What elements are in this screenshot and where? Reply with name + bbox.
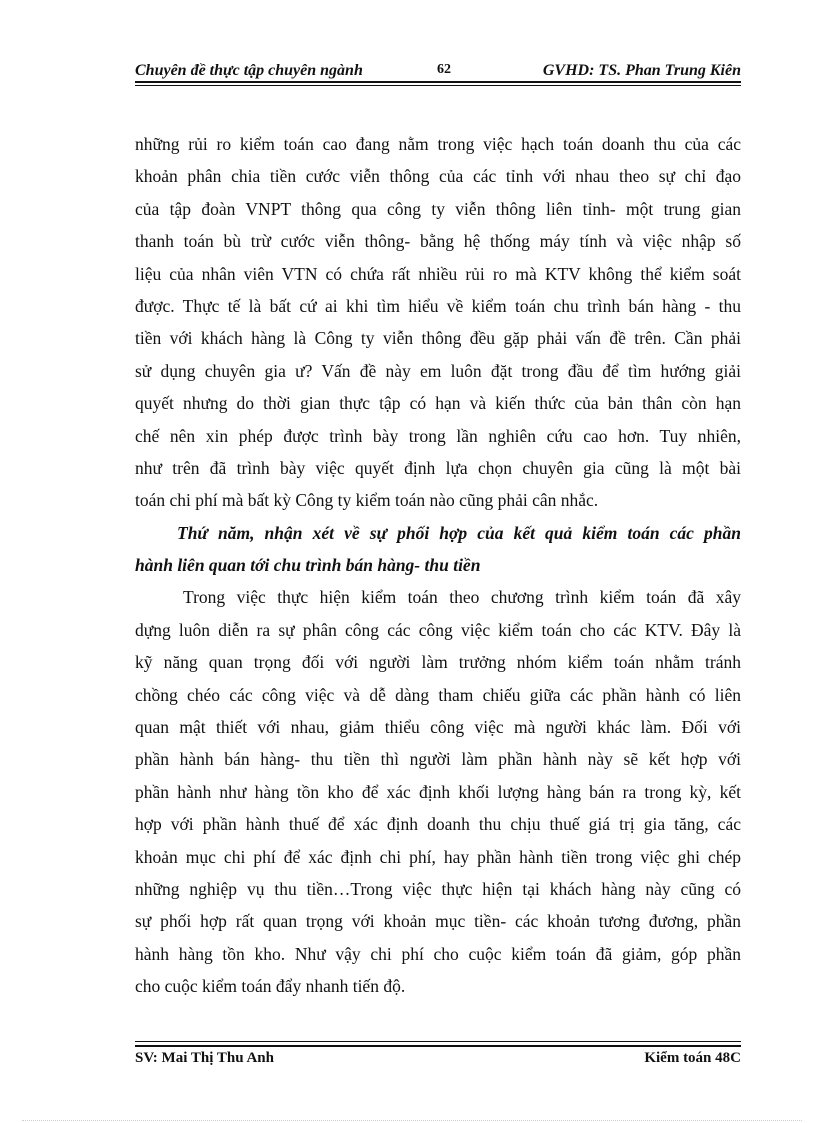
footer-class: Kiểm toán 48C [644, 1050, 741, 1066]
page-edge-divider [22, 1120, 802, 1121]
text-line: chồng chéo các công việc và dễ dàng tham chiếu giữa các phần hành có liên [135, 684, 741, 705]
text-line: sử dụng chuyên gia ư? Vấn đề này em luôn đặt trong đầu để tìm hướng giải [135, 360, 741, 381]
text-line: sự phối hợp rất quan trọng với khoản mục tiền- các khoản tương đương, phần [135, 911, 741, 932]
text-line: phần hành như hàng tồn kho để xác định khối lượng hàng bán ra trong kỳ, kết [135, 781, 741, 802]
header-rule-thick [135, 81, 741, 83]
text-line: hợp với phần hành thuế để xác định doanh thu chịu thuế giá trị gia tăng, các [135, 814, 741, 835]
page-body [135, 128, 741, 1003]
text-line: thanh toán bù trừ cước viễn thông- bằng hệ thống máy tính và việc nhập số [135, 231, 741, 252]
text-line: quyết nhưng do thời gian thực tập có hạn và kiến thức của bản thân còn hạn [135, 393, 741, 414]
text-line: dựng luôn diễn ra sự phân công các công việc kiểm toán cho các KTV. Đây là [135, 619, 741, 640]
text-line: cho cuộc kiểm toán đẩy nhanh tiến độ. [135, 976, 406, 997]
text-line: của tập đoàn VNPT thông qua công ty viễn thông liên tỉnh- một trung gian [135, 198, 741, 219]
text-line: như trên đã trình bày việc quyết định lựa chọn chuyên gia cũng là một bài [135, 457, 741, 478]
text-line: tiền với khách hàng là Công ty viễn thông đều gặp phải vấn đề trên. Cần phải [135, 328, 741, 349]
text-line: khoản mục chi phí để xác định chi phí, hay phần hành tiền trong việc ghi chép [135, 846, 741, 867]
header-rule-thin [135, 85, 741, 86]
page-header [135, 58, 741, 82]
text-line: quan mật thiết với nhau, giảm thiểu công việc mà người khác làm. Đối với [135, 717, 741, 738]
header-page-number: 62 [437, 62, 451, 77]
text-line: được. Thực tế là bất cứ ai khi tìm hiểu về kiểm toán chu trình bán hàng - thu [135, 295, 741, 316]
heading-line: Thứ năm, nhận xét về sự phối hợp của kết quả kiểm toán các phần [177, 522, 741, 543]
header-supervisor: GVHD: TS. Phan Trung Kiên [542, 62, 741, 79]
footer-rule-thin [135, 1041, 741, 1042]
text-line: những nghiệp vụ thu tiền…Trong việc thực hiện tại khách hàng này cũng có [135, 878, 741, 899]
text-line: phần hành bán hàng- thu tiền thì người làm phần hành này sẽ kết hợp với [135, 749, 741, 770]
footer-rule-thick [135, 1045, 741, 1047]
text-line: toán chi phí mà bất kỳ Công ty kiểm toán nào cũng phải cân nhắc. [135, 490, 599, 511]
text-line: kỹ năng quan trọng đối với người làm trưởng nhóm kiểm toán nhằm tránh [135, 652, 741, 673]
text-line: hành hàng tồn kho. Như vậy chi phí cho cuộc kiểm toán đã giảm, góp phần [135, 943, 741, 964]
text-line: chế nên xin phép được trình bày trong lần nghiên cứu cao hơn. Tuy nhiên, [135, 425, 741, 446]
text-line: những rủi ro kiểm toán cao đang nằm trong việc hạch toán doanh thu của các [135, 134, 741, 154]
paragraph-2 [135, 581, 741, 1002]
paragraph-1 [135, 128, 741, 517]
text-line: liệu của nhân viên VTN có chứa rất nhiều rủi ro mà KTV không thể kiểm soát [135, 263, 741, 284]
section-heading [135, 517, 741, 582]
footer-student-name: SV: Mai Thị Thu Anh [135, 1050, 274, 1066]
text-line: khoản phân chia tiền cước viễn thông của các tỉnh với nhau theo sự chỉ đạo [135, 166, 741, 187]
heading-line: hành liên quan tới chu trình bán hàng- thu tiền [135, 555, 481, 576]
page-footer [135, 1050, 741, 1072]
text-line: Trong việc thực hiện kiểm toán theo chương trình kiểm toán đã xây [183, 587, 741, 608]
header-report-title: Chuyên đề thực tập chuyên ngành [135, 62, 363, 79]
